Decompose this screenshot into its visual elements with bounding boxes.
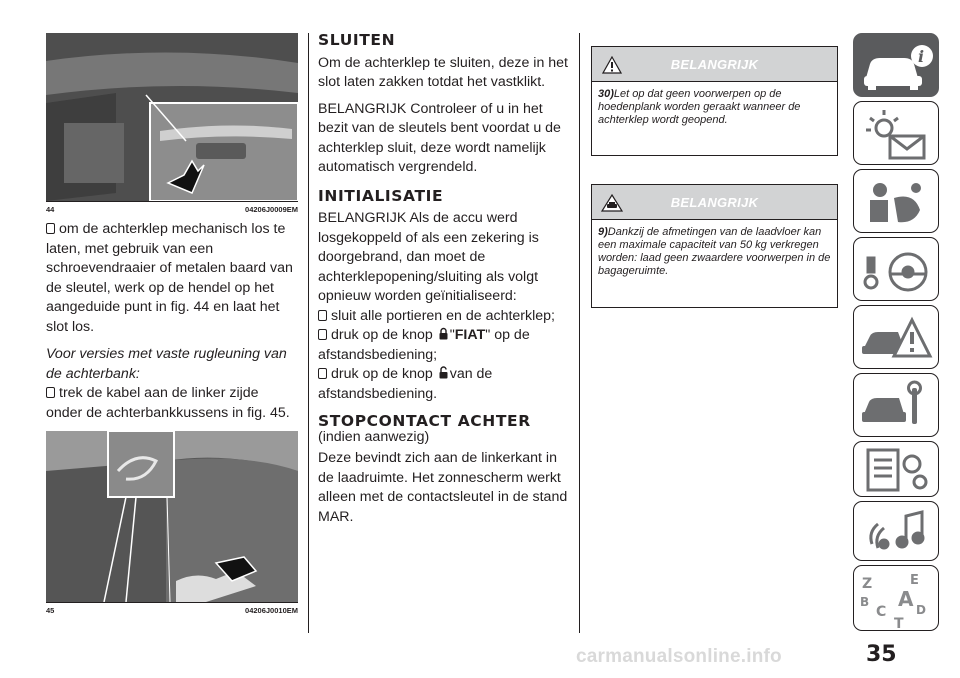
tab-warning-lights[interactable] [853,101,939,165]
svg-text:i: i [918,47,925,66]
figure-44-caption [46,205,298,214]
instruction-bullet: sluit alle portieren en de achterklep; [318,307,573,327]
warning-text: 30)Let op dat geen voorwerpen op de hoedenplank worden geraakt wanneer de achterklep wordt geopend. [598,88,801,126]
tab-safety[interactable] [853,169,939,233]
figure-number: 45 [46,606,55,615]
emergency-icon [854,306,940,370]
svg-text:C: C [876,604,887,620]
col2-text [318,31,573,527]
warning-header [592,47,837,82]
versions-note: Voor versies met vaste rugleuning van de achterbank: [46,346,287,382]
warning-box [591,184,838,308]
svg-text:Z: Z [862,576,873,592]
col1-text-top [46,220,298,423]
paragraph: Om de achterklep te sluiten, deze in het slot laten zakken totdat het vastklikt. [318,54,568,90]
figure-45-caption [46,606,298,615]
warning-title: BELANGRIJK [670,195,759,210]
svg-text:A: A [898,587,914,611]
tab-maintenance[interactable] [853,373,939,437]
page-number: 35 [866,642,897,667]
paragraph: BELANGRIJK Als de accu werd losgekoppeld of als een zekering is doorgebrand, dan moet de achterklepopening/sluiting als volgt opnieuw worden geïnitialiseerd: [318,210,539,304]
instruction-bullet: trek de kabel aan de linker zijde onder de achterbankkussens in fig. 45. [46,385,290,421]
figure-code: 04206J0010EM [245,606,298,615]
tab-starting-driving[interactable] [853,237,939,301]
watermark: carmanualsonline.info [576,646,782,667]
bullet-icon [318,310,327,321]
tab-index[interactable] [853,565,939,631]
paragraph: Deze bevindt zich aan de linkerkant in de laadruimte. Het zonnescherm werkt alleen met de contactsleutel in de stand MAR. [318,450,568,525]
svg-text:B: B [860,595,870,609]
instruction-bullet: om de achterklep mechanisch los te laten, met gebruik van een schroevendraaier of metalen baard van de sleutel, werk op de hendel op het aangeduide punt in fig. 44 en laat het slot los. [46,221,293,335]
index-icon [854,566,940,632]
maintenance-icon [854,374,940,438]
technical-data-icon [854,442,940,498]
svg-text:E: E [910,573,919,588]
warning-text: 9)Dankzij de afmetingen van de laadvloer kan een maximale capaciteit van 50 kg verkregen worden: laad geen zwaardere voorwerpen in de bagageruimte. [598,226,831,277]
figure-44-image [46,33,298,202]
bullet-icon [318,368,327,379]
heading-stopcontact: STOPCONTACT ACHTER [318,412,531,430]
car-info-icon [854,34,940,98]
instruction-bullet: druk op de knop "FIAT" op de afstandsbediening; [318,327,530,363]
lock-closed-icon [439,327,448,340]
column-divider [308,33,309,633]
steering-start-icon [854,238,940,302]
heading-initialisatie: INITIALISATIE [318,186,444,205]
bullet-icon [318,329,327,340]
safety-airbag-icon [854,170,940,234]
column-divider [579,33,580,633]
figure-code: 04206J0009EM [245,205,298,214]
warning-title: BELANGRIJK [670,57,759,72]
tab-emergency[interactable] [853,305,939,369]
svg-text:T: T [894,616,904,632]
instruction-bullet: druk op de knop van de afstandsbediening. [318,366,493,402]
tab-technical-data[interactable] [853,441,939,497]
lock-open-icon [439,366,448,379]
figure-number: 44 [46,205,55,214]
multimedia-icon [854,502,940,562]
warning-box [591,46,838,156]
warning-header [592,185,837,220]
heading-subtitle: (indien aanwezig) [318,429,430,445]
figure-45-image [46,431,298,603]
bullet-icon [46,223,55,234]
tab-multimedia[interactable] [853,501,939,561]
heading-sluiten: SLUITEN [318,31,396,49]
paragraph: BELANGRIJK Controleer of u in het bezit van de sleutels bent voordat u de achterklep sluit, deze wordt namelijk automatisch vergrendeld. [318,100,561,175]
tab-car-info[interactable] [853,33,939,97]
warning-lights-icon [854,102,940,166]
svg-text:D: D [916,603,926,617]
bullet-icon [46,387,55,398]
